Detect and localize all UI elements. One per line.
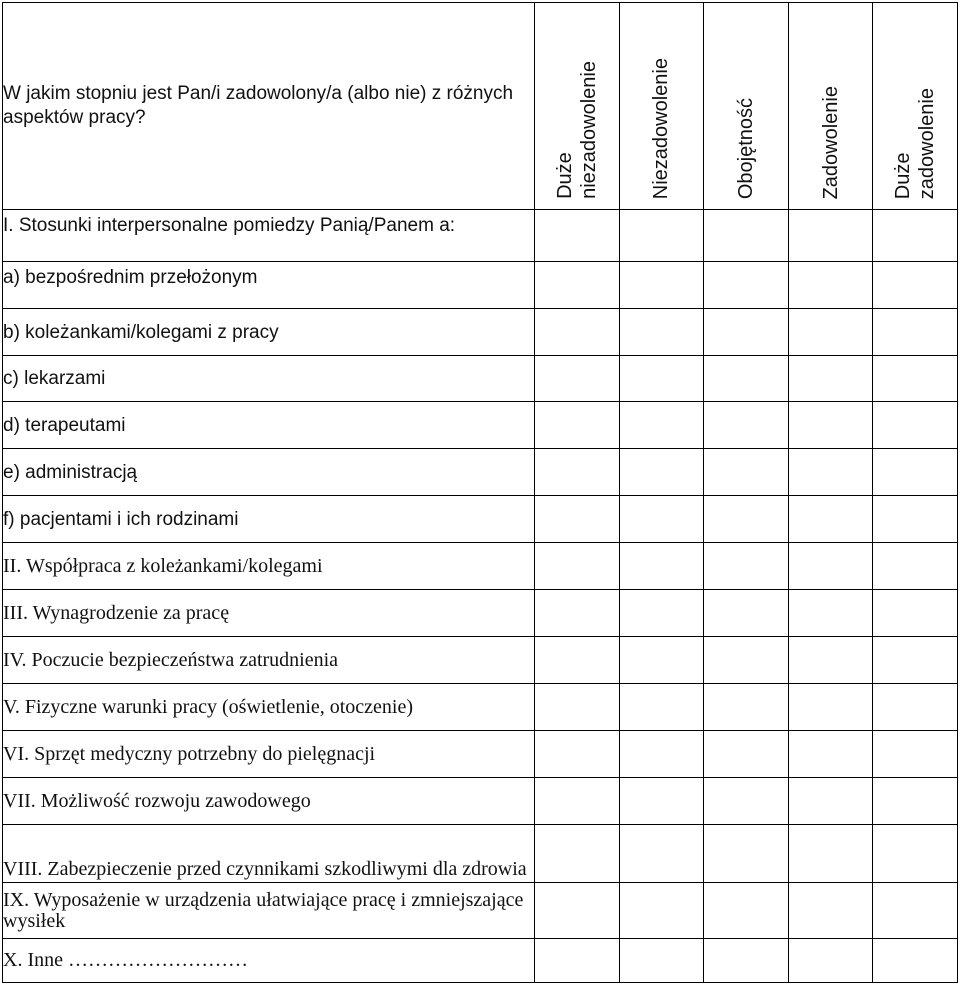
answer-cell[interactable] (535, 684, 620, 731)
row-label: IX. Wyposażenie w urządzenia ułatwiające pracę i zmniejszające wysiłek (3, 883, 535, 939)
answer-cell[interactable] (873, 684, 958, 731)
answer-cell[interactable] (535, 543, 620, 590)
answer-cell[interactable] (788, 356, 873, 402)
survey-row (3, 731, 958, 778)
answer-cell[interactable] (619, 684, 704, 731)
answer-cell[interactable] (619, 496, 704, 543)
row-label: V. Fizyczne warunki pracy (oświetlenie, otoczenie) (3, 684, 535, 731)
answer-cell[interactable] (873, 825, 958, 883)
answer-cell[interactable] (788, 543, 873, 590)
row-label: f) pacjentami i ich rodzinami (3, 496, 535, 543)
answer-cell[interactable] (704, 262, 789, 309)
answer-cell[interactable] (788, 590, 873, 637)
answer-cell[interactable] (619, 262, 704, 309)
answer-cell[interactable] (704, 883, 789, 939)
row-label: d) terapeutami (3, 402, 535, 449)
answer-cell[interactable] (873, 778, 958, 825)
survey-row (3, 825, 958, 883)
row-label: III. Wynagrodzenie za pracę (3, 590, 535, 637)
answer-cell[interactable] (873, 590, 958, 637)
answer-cell[interactable] (619, 543, 704, 590)
answer-cell[interactable] (873, 731, 958, 778)
answer-cell[interactable] (535, 262, 620, 309)
row-label: b) koleżankami/kolegami z pracy (3, 309, 535, 356)
answer-cell[interactable] (704, 402, 789, 449)
answer-cell[interactable] (788, 684, 873, 731)
survey-row (3, 778, 958, 825)
answer-cell[interactable] (619, 778, 704, 825)
answer-cell[interactable] (619, 883, 704, 939)
answer-cell[interactable] (704, 684, 789, 731)
answer-cell[interactable] (788, 778, 873, 825)
survey-row (3, 684, 958, 731)
answer-cell[interactable] (535, 778, 620, 825)
row-label: X. Inne ……………………… (3, 939, 535, 983)
answer-cell[interactable] (873, 309, 958, 356)
answer-cell[interactable] (704, 939, 789, 983)
answer-cell[interactable] (619, 356, 704, 402)
answer-cell[interactable] (704, 309, 789, 356)
answer-cell[interactable] (619, 590, 704, 637)
column-header-neutral: Obojętność (704, 3, 789, 210)
survey-row (3, 210, 958, 262)
survey-row (3, 939, 958, 983)
answer-cell[interactable] (535, 590, 620, 637)
answer-cell[interactable] (619, 731, 704, 778)
answer-cell[interactable] (873, 402, 958, 449)
answer-cell[interactable] (704, 825, 789, 883)
answer-cell[interactable] (873, 939, 958, 983)
answer-cell[interactable] (704, 731, 789, 778)
row-label: I. Stosunki interpersonalne pomiedzy Panią/Panem a: (3, 210, 535, 262)
answer-cell[interactable] (788, 939, 873, 983)
row-label: a) bezpośrednim przełożonym (3, 262, 535, 309)
answer-cell[interactable] (788, 262, 873, 309)
row-label: c) lekarzami (3, 356, 535, 402)
row-label: VIII. Zabezpieczenie przed czynnikami szkodliwymi dla zdrowia (3, 825, 535, 883)
answer-cell[interactable] (788, 883, 873, 939)
survey-row (3, 402, 958, 449)
column-header-dissatisfied: Niezadowolenie (619, 3, 704, 210)
answer-cell[interactable] (535, 356, 620, 402)
survey-row (3, 637, 958, 684)
answer-cell[interactable] (873, 449, 958, 496)
answer-cell[interactable] (788, 402, 873, 449)
column-header-very-dissatisfied: Duże niezadowolenie (535, 3, 620, 210)
answer-cell[interactable] (788, 825, 873, 883)
answer-cell[interactable] (535, 210, 620, 262)
answer-cell[interactable] (788, 309, 873, 356)
survey-row (3, 496, 958, 543)
row-label: e) administracją (3, 449, 535, 496)
answer-cell[interactable] (704, 543, 789, 590)
answer-cell[interactable] (788, 210, 873, 262)
question-text: W jakim stopniu jest Pan/i zadowolony/a (albo nie) z różnych aspektów pracy? (3, 3, 535, 210)
answer-cell[interactable] (535, 939, 620, 983)
answer-cell[interactable] (788, 449, 873, 496)
answer-cell[interactable] (619, 402, 704, 449)
survey-row (3, 883, 958, 939)
answer-cell[interactable] (873, 356, 958, 402)
answer-cell[interactable] (535, 449, 620, 496)
answer-cell[interactable] (619, 309, 704, 356)
row-label: II. Współpraca z koleżankami/kolegami (3, 543, 535, 590)
row-label: IV. Poczucie bezpieczeństwa zatrudnienia (3, 637, 535, 684)
answer-cell[interactable] (873, 637, 958, 684)
answer-cell[interactable] (619, 637, 704, 684)
answer-cell[interactable] (535, 825, 620, 883)
column-header-satisfied: Zadowolenie (788, 3, 873, 210)
answer-cell[interactable] (873, 496, 958, 543)
answer-cell[interactable] (619, 449, 704, 496)
answer-cell[interactable] (619, 825, 704, 883)
answer-cell[interactable] (535, 883, 620, 939)
answer-cell[interactable] (788, 637, 873, 684)
survey-row (3, 543, 958, 590)
survey-row (3, 590, 958, 637)
answer-cell[interactable] (535, 309, 620, 356)
answer-cell[interactable] (535, 731, 620, 778)
survey-row (3, 262, 958, 309)
survey-row (3, 309, 958, 356)
answer-cell[interactable] (535, 637, 620, 684)
survey-row (3, 356, 958, 402)
answer-cell[interactable] (788, 731, 873, 778)
column-header-very-satisfied: Duże zadowolenie (873, 3, 958, 210)
answer-cell[interactable] (788, 496, 873, 543)
answer-cell[interactable] (873, 210, 958, 262)
row-label: VI. Sprzęt medyczny potrzebny do pielęgnacji (3, 731, 535, 778)
row-label: VII. Możliwość rozwoju zawodowego (3, 778, 535, 825)
answer-cell[interactable] (619, 210, 704, 262)
answer-cell[interactable] (873, 543, 958, 590)
answer-cell[interactable] (704, 778, 789, 825)
answer-cell[interactable] (704, 449, 789, 496)
answer-cell[interactable] (535, 402, 620, 449)
answer-cell[interactable] (873, 883, 958, 939)
answer-cell[interactable] (619, 939, 704, 983)
answer-cell[interactable] (704, 590, 789, 637)
satisfaction-survey-table (2, 2, 958, 983)
header-row (3, 3, 958, 210)
answer-cell[interactable] (704, 210, 789, 262)
answer-cell[interactable] (873, 262, 958, 309)
answer-cell[interactable] (704, 637, 789, 684)
answer-cell[interactable] (704, 496, 789, 543)
answer-cell[interactable] (535, 496, 620, 543)
answer-cell[interactable] (704, 356, 789, 402)
survey-row (3, 449, 958, 496)
